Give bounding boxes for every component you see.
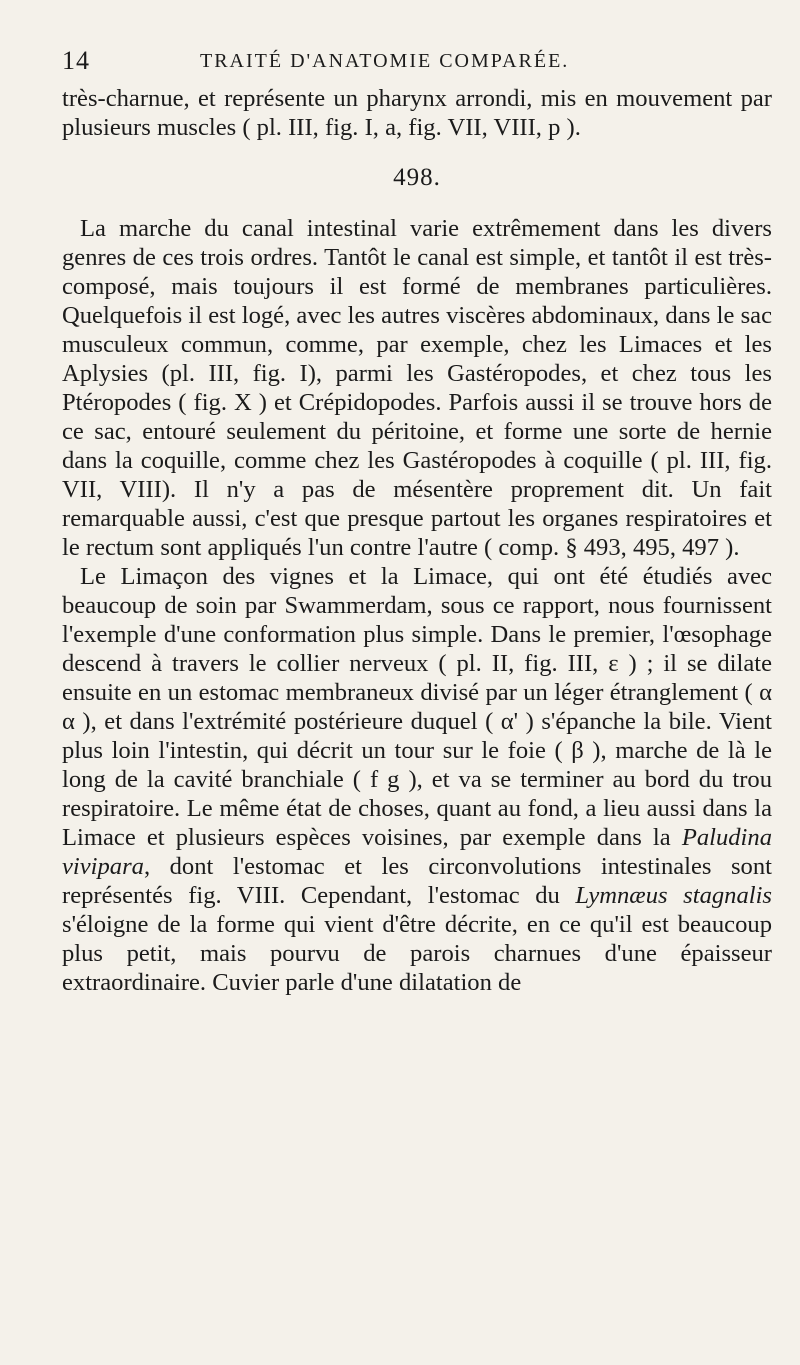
body-text (62, 84, 772, 997)
paragraph-2-end-text: s'éloigne de la forme qui vient d'être décrite, en ce qu'il est beaucoup plus petit, mais pourvu de parois charnues d'une épaisseur extraordinaire. Cuvier parle d'une dilatation de (62, 911, 772, 996)
species-name-lymnaeus: Lymnæus stagnalis (575, 882, 772, 909)
section-number: 498. (393, 164, 441, 191)
page-number: 14 (62, 46, 90, 75)
paragraph-2 (62, 562, 772, 997)
running-title: TRAITÉ D'ANATOMIE COMPARÉE. (200, 50, 570, 72)
species-name-paludina: Paludina vivipara (62, 824, 772, 880)
page-header (62, 46, 752, 80)
opening-paragraph: très-charnue, et représente un pharynx arrondi, mis en mouvement par plusieurs muscles ( pl. III, fig. I, a, fig. VII, VIII, p ). (62, 85, 772, 141)
paragraph-1: La marche du canal intestinal varie extrêmement dans les divers genres de ces trois ordres. Tantôt le canal est simple, et tantôt il est très-composé, mais toujours il est formé de membranes particulières. Quelquefois il est logé, avec les autres viscères abdominaux, dans le sac musculeux commun, comme, par exemple, chez les Limaces et les Aplysies (pl. III, fig. I), parmi les Gastéropodes, et chez tous les Ptéropodes ( fig. X ) et Crépidopodes. Parfois aussi il se trouve hors de ce sac, entouré seulement du péritoine, et forme une sorte de hernie dans la coquille, comme chez les Gastéropodes à coquille ( pl. III, fig. VII, VIII). Il n'y a pas de mésentère proprement dit. Un fait remarquable aussi, c'est que presque partout les organes respiratoires et le rectum sont appliqués l'un contre l'autre ( comp. § 493, 495, 497 ). (62, 215, 772, 561)
paragraph-2-text: Le Limaçon des vignes et la Limace, qui ont été étudiés avec beaucoup de soin par Swammerdam, sous ce rapport, nous fournissent l'exemple d'une conformation plus simple. Dans le premier, l'œsophage descend à travers le collier nerveux ( pl. II, fig. III, ε ) ; il se dilate ensuite en un estomac membraneux divisé par un léger étranglement ( α α ), et dans l'extrémité postérieure duquel ( α' ) s'épanche la bile. Vient plus loin l'intestin, qui décrit un tour sur le foie ( β ), marche de là le long de la cavité branchiale ( f g ), et va se terminer au bord du trou respiratoire. Le même état de choses, quant au fond, a lieu aussi dans la Limace et plusieurs espèces voisines, par exemple dans la (62, 563, 772, 851)
paragraph-2-mid-text: , dont l'estomac et les circonvolutions intestinales sont représentés fig. VIII. Cependant, l'estomac du (62, 853, 772, 909)
